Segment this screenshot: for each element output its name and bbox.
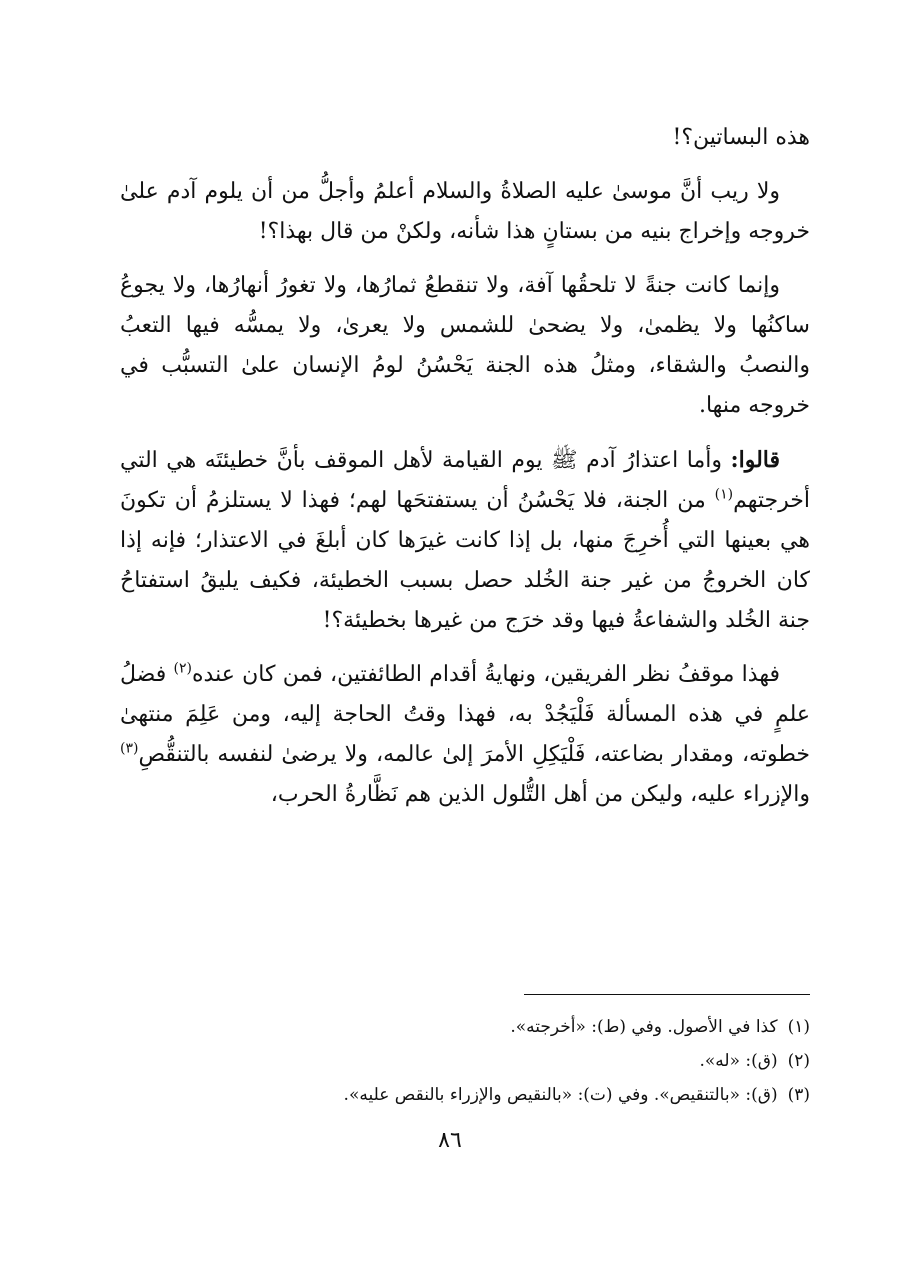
paragraph-lead-word: قالوا: xyxy=(730,447,780,473)
paragraph-5-part-2: فضلُ علمٍ في هذه المسألة فَلْيَجُدْ به، فهذا وقتُ الحاجة إليه، ومن عَلِمَ منتهىٰ خطوته، ومقدار بضاعته، فَلْيَكِلِ الأمرَ إلىٰ عالمه، ولا يرضىٰ لنفسه بالتنقُّصِ xyxy=(120,662,810,767)
footnote-text: كذا في الأصول. وفي (ط): «أخرجته». xyxy=(510,1017,778,1037)
footnote-divider xyxy=(524,994,810,995)
footnote-number: (٢) xyxy=(787,1051,810,1071)
footnote-2 xyxy=(120,1044,810,1078)
footnote-text: (ق): «له». xyxy=(699,1051,778,1071)
paragraph-4-part-2: من الجنة، فلا يَحْسُنُ أن يستفتحَها لهم؛ فهذا لا يستلزمُ أن تكونَ هي بعينها التي أُخرِجَ منها، بل إذا كانت غيرَها كان أبلغَ في الاعتذار؛ فإنه إذا كان الخروجُ من غير جنة الخُلد حصل بسبب الخطيئة، فكيف يليقُ استفتاحُ جنة الخُلد والشفاعةُ فيها وقد خرَج من غيرها بخطيئة؟! xyxy=(120,488,810,633)
footnote-ref-2[interactable]: (٢) xyxy=(173,660,193,677)
footnote-ref-3[interactable]: (٣) xyxy=(120,740,139,757)
footnote-number: (١) xyxy=(787,1017,810,1037)
footnote-3 xyxy=(120,1078,810,1112)
paragraph-4-part-1: وأما اعتذارُ آدم ﷺ يوم القيامة لأهل الموقف بأنَّ خطيئتَه هي التي أخرجتهم xyxy=(120,448,810,513)
footnote-text: (ق): «بالتنقيص». وفي (ت): «بالنقيص والإزراء بالنقص عليه». xyxy=(343,1085,778,1105)
paragraph-1: هذه البساتين؟! xyxy=(672,125,810,150)
main-text xyxy=(120,118,810,829)
paragraph-5-part-1: فهذا موقفُ نظر الفريقين، ونهايةُ أقدام الطائفتين، فمن كان عنده xyxy=(192,662,781,687)
paragraph-2: ولا ريب أنَّ موسىٰ عليه الصلاةُ والسلام أعلمُ وأجلُّ من أن يلوم آدم علىٰ خروجه وإخراج بنيه من بستانٍ هذا شأنه، ولكنْ من قال بهذا؟! xyxy=(120,179,810,244)
paragraph-5 xyxy=(120,655,810,815)
footnote-ref-1[interactable]: (١) xyxy=(714,486,734,503)
footnote-number: (٣) xyxy=(787,1085,810,1105)
paragraph-4 xyxy=(120,440,810,641)
paragraph-3: وإنما كانت جنةً لا تلحقُها آفة، ولا تنقطعُ ثمارُها، ولا تغورُ أنهارُها، ولا يجوعُ ساكنُها ولا يظمىٰ، ولا يضحىٰ للشمس ولا يعرىٰ، ولا يمسُّه فيها التعبُ والنصبُ والشقاء، ومثلُ هذه الجنة يَحْسُنُ لومُ الإنسان علىٰ التسبُّب في خروجه منها. xyxy=(120,273,810,418)
footnotes xyxy=(120,1010,810,1112)
paragraph-5-part-3: والإزراء عليه، وليكن من أهل التُّلول الذين هم نَظَّارةُ الحرب، xyxy=(270,782,810,807)
page-number: ٨٦ xyxy=(438,1128,462,1153)
footnote-1 xyxy=(120,1010,810,1044)
